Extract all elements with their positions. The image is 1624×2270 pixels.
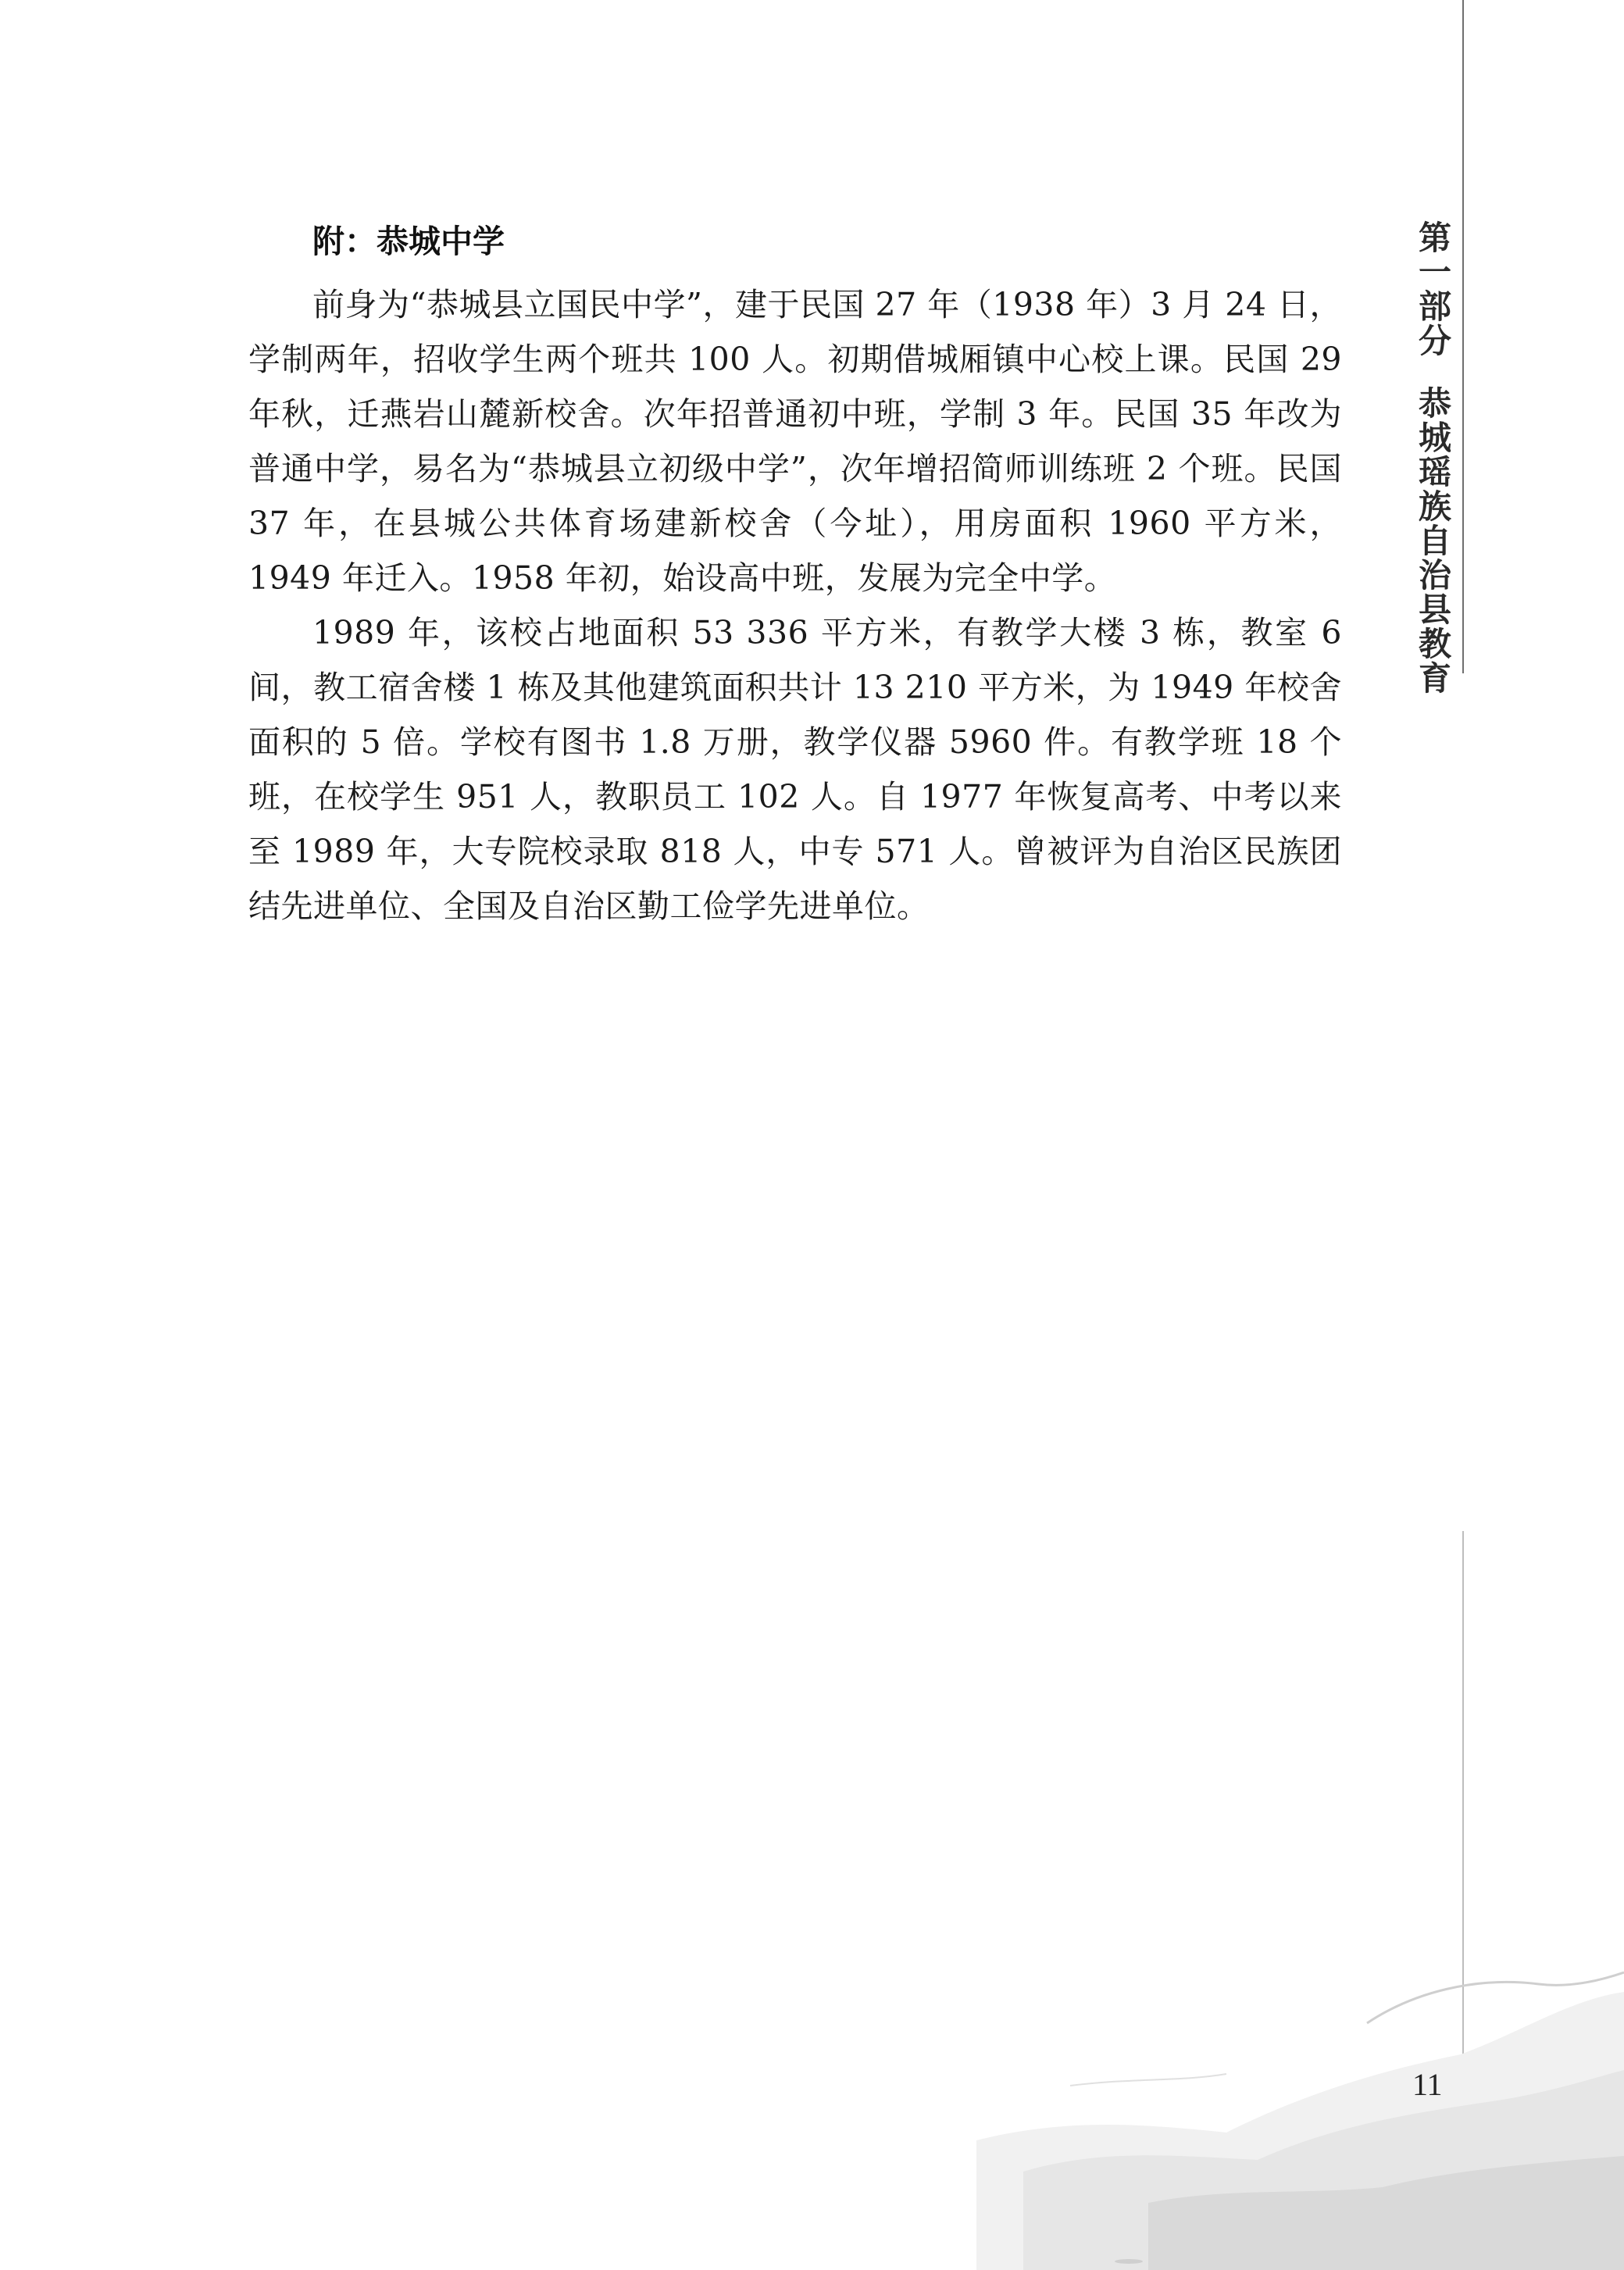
side-rule — [1462, 0, 1464, 673]
paragraph-1989-status: 1989 年，该校占地面积 53 336 平方米，有教学大楼 3 栋，教室 6 间，教工宿舍楼 1 栋及其他建筑面积共计 13 210 平方米，为 1949 年校舍面积的 5 倍。学校有图书 1.8 万册，教学仪器 5960 件。有教学班 18 个班，在校学生 951 人，教职员工 102 人。自 1977 年恢复高考、中考以来至 1989 年，大专院校录取 818 人，中专 571 人。曾被评为自治区民族团结先进单位、全国及自治区勤工俭学先进单位。 — [248, 614, 1342, 925]
paragraph-history: 前身为“恭城县立国民中学”，建于民国 27 年（1938 年）3 月 24 日，学制两年，招收学生两个班共 100 人。初期借城厢镇中心校上课。民国 29 年秋，迁燕岩山麓新校舍。次年招普通初中班，学制 3 年。民国 35 年改为普通中学，易名为“恭城县立初级中学”，次年增招简师训练班 2 个班。民国 37 年，在县城公共体育场建新校舍（今址），用房面积 1960 平方米，1949 年迁入。1958 年初，始设高中班，发展为完全中学。 — [248, 286, 1342, 597]
mountain-landscape-icon — [976, 1937, 1624, 2270]
running-header-subject: 恭城瑶族自治县教育 — [1414, 386, 1452, 695]
running-header-vertical — [1402, 220, 1452, 695]
running-header-part: 第一部分 — [1414, 220, 1452, 358]
section-heading: 附：恭城中学 — [312, 223, 505, 260]
page-number: 11 — [1412, 2067, 1443, 2102]
main-content — [248, 223, 1342, 933]
